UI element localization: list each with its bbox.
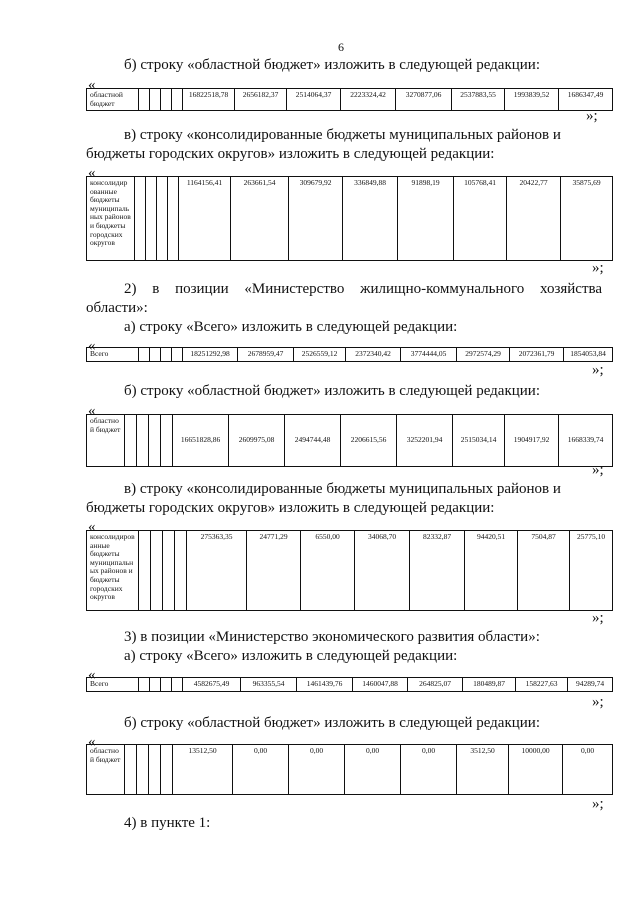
open-quote: « [88,165,96,181]
value-cell: 1993839,52 [505,89,559,111]
table-regional-budget-1 [86,88,613,111]
value-cell: 275363,35 [187,531,247,611]
open-quote: « [88,77,96,93]
close-quote: »; [592,694,604,710]
close-quote: »; [592,260,604,276]
value-cell: 2678959,47 [238,348,294,362]
table-total-economy [86,677,613,692]
instruction-text: бюджеты городских округов» изложить в следующей редакции: [86,500,495,516]
row-label: областной бюджет [87,745,125,795]
value-cell: 2656182,37 [235,89,287,111]
instruction-text: б) строку «областной бюджет» изложить в следующей редакции: [124,57,541,73]
value-cell: 4582675,49 [183,678,241,692]
table-regional-budget-3 [86,744,613,795]
value-cell: 1668339,74 [559,415,613,467]
value-cell: 3774444,05 [401,348,457,362]
value-cell: 2515034,14 [453,415,505,467]
instruction-text: б) строку «областной бюджет» изложить в следующей редакции: [124,715,541,731]
table-municipal-budgets-1 [86,176,613,261]
close-quote: »; [586,108,598,124]
instruction-text: 3) в позиции «Министерство экономического развития области»: [124,629,540,645]
value-cell: 2223324,42 [341,89,396,111]
value-cell: 1686347,49 [559,89,613,111]
instruction-text: в) строку «консолидированные бюджеты муниципальных районов и [124,481,561,497]
value-cell: 16822518,78 [183,89,235,111]
value-cell: 2072361,79 [510,348,564,362]
value-cell: 82332,87 [410,531,465,611]
close-quote: »; [592,462,604,478]
value-cell: 2494744,48 [285,415,341,467]
row-label: областной бюджет [87,415,125,467]
open-quote: « [88,734,96,750]
value-cell: 0,00 [401,745,457,795]
value-cell: 309679,92 [289,177,343,261]
value-cell: 2972574,29 [457,348,510,362]
value-cell: 105768,41 [454,177,507,261]
row-label: консолидированные бюджеты муниципальных районов и бюджеты городских округов [87,177,135,261]
value-cell: 2526559,12 [294,348,346,362]
open-quote: « [88,338,96,354]
value-cell: 1854053,84 [564,348,613,362]
value-cell: 91898,19 [398,177,454,261]
instruction-text: а) строку «Всего» изложить в следующей редакции: [124,648,458,664]
close-quote: »; [592,362,604,378]
value-cell: 94420,51 [465,531,518,611]
value-cell: 2514064,37 [287,89,341,111]
value-cell: 10000,00 [509,745,563,795]
value-cell: 2537883,55 [452,89,505,111]
instruction-text: области»: [86,300,148,316]
value-cell: 13512,50 [173,745,233,795]
value-cell: 24771,29 [247,531,301,611]
value-cell: 264825,07 [408,678,463,692]
instruction-text: бюджеты городских округов» изложить в следующей редакции: [86,146,495,162]
close-quote: »; [592,796,604,812]
open-quote: « [88,403,96,419]
open-quote: « [88,519,96,535]
instruction-text: 2) в позиции «Министерство жилищно-коммунального хозяйства [124,281,603,297]
row-label: областной бюджет [87,89,139,111]
value-cell: 2372340,42 [346,348,401,362]
value-cell: 25775,10 [570,531,613,611]
value-cell: 0,00 [233,745,289,795]
table-total-housing [86,347,613,362]
value-cell: 2609975,08 [229,415,285,467]
value-cell: 16651828,86 [173,415,229,467]
value-cell: 2206615,56 [341,415,397,467]
instruction-text: б) строку «областной бюджет» изложить в следующей редакции: [124,383,541,399]
value-cell: 1461439,76 [297,678,353,692]
instruction-text: 4) в пункте 1: [124,815,211,831]
row-label: Всего [87,678,139,692]
value-cell: 1904917,92 [505,415,559,467]
value-cell: 336849,88 [343,177,398,261]
value-cell: 263661,54 [231,177,289,261]
value-cell: 158227,63 [516,678,568,692]
value-cell: 1460047,88 [353,678,408,692]
value-cell: 6550,00 [301,531,355,611]
value-cell: 94289,74 [568,678,613,692]
table-municipal-budgets-2 [86,530,613,611]
value-cell: 1164156,41 [179,177,231,261]
page-number: 6 [338,40,344,54]
value-cell: 0,00 [563,745,613,795]
value-cell: 35875,69 [561,177,613,261]
value-cell: 3252201,94 [397,415,453,467]
close-quote: »; [592,610,604,626]
instruction-text: а) строку «Всего» изложить в следующей редакции: [124,319,458,335]
value-cell: 3512,50 [457,745,509,795]
value-cell: 18251292,98 [183,348,238,362]
value-cell: 34068,70 [355,531,410,611]
table-regional-budget-2 [86,414,613,467]
row-label: Всего [87,348,139,362]
open-quote: « [88,667,96,683]
value-cell: 0,00 [345,745,401,795]
row-label: консолидированные бюджеты муниципальных районов и бюджеты городских округов [87,531,139,611]
instruction-text: в) строку «консолидированные бюджеты муниципальных районов и [124,127,561,143]
value-cell: 3270877,06 [396,89,452,111]
value-cell: 20422,77 [507,177,561,261]
value-cell: 180489,87 [463,678,516,692]
value-cell: 963355,54 [241,678,297,692]
value-cell: 0,00 [289,745,345,795]
value-cell: 7504,87 [518,531,570,611]
